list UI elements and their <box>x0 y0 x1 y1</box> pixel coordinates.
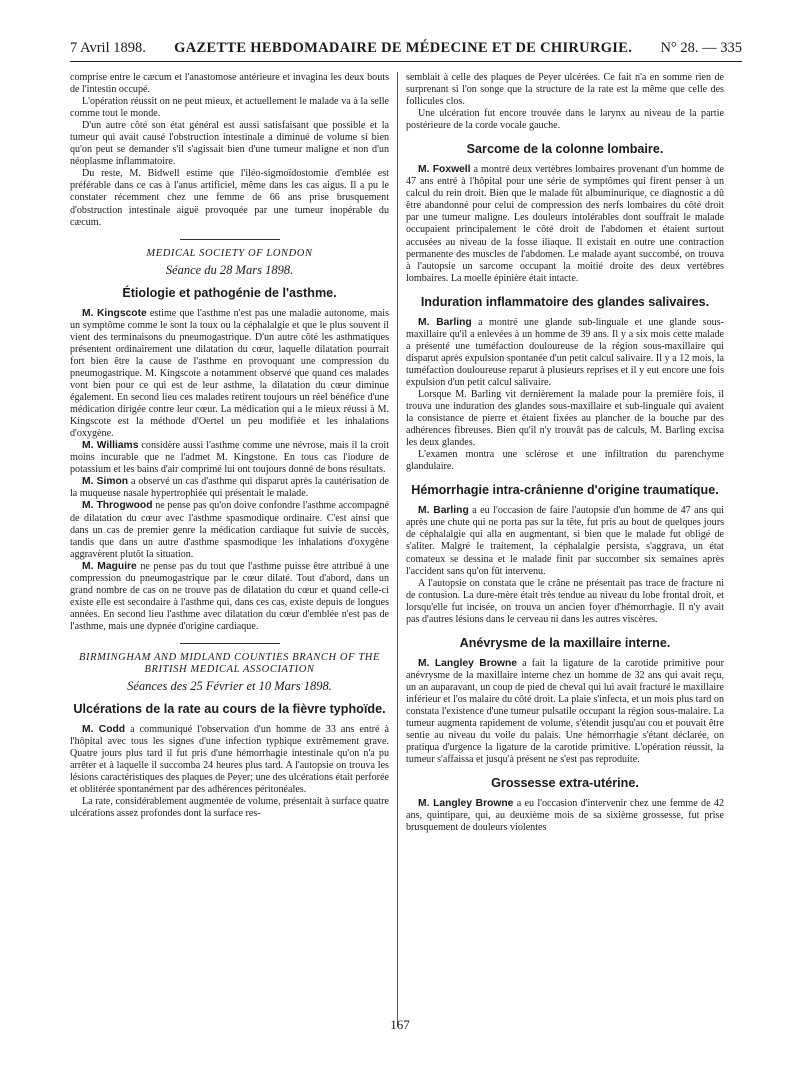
two-column-body <box>70 72 742 1027</box>
speaker-name: M. Barling <box>418 505 469 517</box>
speaker-name: M. Langley Browne <box>418 798 514 810</box>
paragraph-text: a eu l'occasion d'intervenir chez une femme de 42 ans, quintipare, qui, au deuxième mois de sa sixième grossesse, fut prise brusquement de douleurs violentes <box>406 798 724 834</box>
paragraph: comprise entre le cæcum et l'anastomose antérieure et invagina les deux bouts de l'intestin occupé. <box>70 72 389 96</box>
paragraph: L'opération réussit on ne peut mieux, et actuellement le malade va à la selle comme tout le monde. <box>70 96 389 120</box>
paragraph-kingscote <box>70 308 389 441</box>
paragraph-text: ne pense pas du tout que l'asthme puisse être attribué à une compression du pneumogastrique par le cœur dilaté. Tout d'abord, dans un grand nombre de cas on ne trouve pas de dilatation du cœur et quand celle-ci existe elle est secondaire à l'asthme qui, dans ces cas, existe depuis de longues années. En second lieu l'asthme avec dilatation du cœur d'emblée n'est pas de l'asthme, mais une dypnée d'origine cardiaque. <box>70 560 389 632</box>
paragraph-williams <box>70 440 389 476</box>
session-date: Séances des 25 Février et 10 Mars 1898. <box>127 679 332 694</box>
section-divider <box>180 239 280 240</box>
article-heading-hemorrhagie: Hémorrhagie intra-crânienne d'origine traumatique. <box>411 483 719 498</box>
paragraph: La rate, considérablement augmentée de volume, présentait à surface quatre ulcérations assez profondes dont la surface res- <box>70 796 389 820</box>
paragraph-barling <box>406 505 724 577</box>
left-column <box>70 72 397 1027</box>
paragraph-langley-browne <box>406 798 724 834</box>
speaker-name: M. Throgwood <box>82 500 153 512</box>
paragraph: D'un autre côté son état général est aussi satisfaisant que possible et la tumeur qui avait causé l'obstruction intestinale a diminué de volume si bien qu'on peut se demander s'il s'agissait bien d'une tumeur maligne et non d'un néoplasme inflammatoire. <box>70 120 389 168</box>
society-heading: BIRMINGHAM AND MIDLAND COUNTIES BRANCH OF THE BRITISH MEDICAL ASSOCIATION <box>79 651 380 676</box>
paragraph-text: a montré une glande sub-linguale et une glande sous-maxillaire qu'il a enlevées à un homme de 39 ans. Il y a six mois cette malade a présenté une tuméfaction douloureuse de la région sous-maxillaire qui disparut après expulsion spontanée d'un petit calcul salivaire. Il y a 12 mois, la tuméfaction douloureuse reparut à plusieurs reprises et il y eut encore une fois expulsion d'un petit calcul salivaire. <box>406 316 724 388</box>
speaker-name: M. Kingscote <box>82 307 147 319</box>
paragraph-text: a fait la ligature de la carotide primitive pour anévrysme de la maxillaire interne chez un homme de 32 ans qui avait reçu, un an auparavant, un coup de pied de cheval qui lui avait fracturé le maxillaire inférieur et l'os malaire du côté droit. La plaie s'infecta, et un mois plus tard on constata l'existence d'une tumeur pulsatile occupant la région sous-malaire. La tumeur augmenta rapidement de volume, s'étendit jusqu'au cou et pouvait être sentie au niveau du voile du palais. Une hémorrhagie s'étant déclarée, on pratiqua d'urgence la ligature de la carotide primitive. L'opération réussit, la tumeur s'affaissa et jusqu'à présent ne s'est pas reproduite. <box>406 657 724 766</box>
speaker-name: M. Williams <box>82 440 139 452</box>
running-head <box>70 40 742 62</box>
speaker-name: M. Simon <box>82 476 129 488</box>
paragraph-throgwood <box>70 500 389 560</box>
article-heading-sarcome: Sarcome de la colonne lombaire. <box>466 142 664 157</box>
article-heading-asthme: Étiologie et pathogénie de l'asthme. <box>122 285 337 300</box>
paragraph-codd <box>70 724 389 796</box>
issue-date: 7 Avril 1898. <box>70 40 146 56</box>
paragraph: A l'autopsie on constata que le crâne ne présentait pas trace de fracture ni de contusion. La dure-mère était très tendue au niveau du lobe frontal droit, et lorsqu'elle fut incisée, on trouva un ancien foyer d'hémorrhagie. Il n'y avait pas d'autres lésions dans le cerveau ni dans les autres viscères. <box>406 577 724 625</box>
paragraph-maguire <box>70 561 389 633</box>
page-folio: 167 <box>390 1017 410 1032</box>
paragraph-text: a communiqué l'observation d'un homme de 33 ans entré à l'hôpital avec tous les signes d'une infection typhique extrêmement grave. Quatre jours plus tard il fut pris d'une hémorrhagie intestinale qu'on n'a pu arrêter et à laquelle il succomba 24 heures plus tard. A l'autopsie on trouva les lésions caractéristiques des plaques de Peyer; une des ulcérations était perforée et oblitérée spontanément par des adhérences péritonéales. <box>70 724 389 796</box>
paragraph-simon <box>70 476 389 500</box>
paragraph-text: ne pense pas qu'on doive confondre l'asthme accompagné de dilatation du cœur avec l'asthme spasmodique ordinaire. C'est ainsi que dans un cas de premier genre la médication cardiaque fut suivie de succès, tandis que dans un autre d'asthme spasmodique les inhalations d'oxygène aggravèrent plutôt la situation. <box>70 500 390 560</box>
paragraph: Lorsque M. Barling vit dernièrement la malade pour la première fois, il trouva une induration des glandes sous-maxillaire et sub-linguale qui avaient la consistance de pierre et étaient fixées au plancher de la bouche par des adhérences fibreuses. Bien qu'il n'y trouvât pas de calculs, M. Barling excisa les deux glandes. <box>406 388 724 449</box>
journal-title: GAZETTE HEBDOMADAIRE DE MÉDECINE ET DE CHIRURGIE. <box>174 40 633 56</box>
speaker-name: M. Foxwell <box>418 164 471 176</box>
session-date: Séance du 28 Mars 1898. <box>165 262 294 277</box>
paragraph: semblait à celle des plaques de Peyer ulcérées. Ce fait n'a en somme rien de surprenant si l'on songe que la structure de la rate est la même que celle des follicules clos. <box>406 72 724 108</box>
society-heading: MEDICAL SOCIETY OF LONDON <box>146 247 313 259</box>
right-column <box>397 72 724 1027</box>
paragraph-foxwell <box>406 164 724 284</box>
paragraph: L'examen montra une sclérose et une infiltration du parenchyme glandulaire. <box>406 449 724 473</box>
paragraph: Une ulcération fut encore trouvée dans le larynx au niveau de la partie postérieure de la corde vocale gauche. <box>406 108 724 132</box>
article-heading-grossesse: Grossesse extra-utérine. <box>491 776 639 791</box>
section-divider <box>180 643 280 644</box>
paragraph-text: a eu l'occasion de faire l'autopsie d'un homme de 47 ans qui après une chute qui ne porta pas sur la tête, fut pris au bout de quelques jours de céphalalgie qui alla en augmentant, si bien que le malade fut obligé de s'aliter. Malgré le traitement, la céphalalgie persista, s'aggrava, un état comateux se dessina et le malade finit par succomber six semaines après l'accident sans qu'on fût intervenu. <box>406 505 724 577</box>
paragraph-text: a observé un cas d'asthme qui disparut après la cautérisation de la muqueuse nasale hypertrophiée qui présentait le malade. <box>70 476 389 500</box>
issue-number: N° 28. — 335 <box>660 40 742 56</box>
article-heading-induration: Induration inflammatoire des glandes salivaires. <box>420 294 710 309</box>
paragraph-text: considère aussi l'asthme comme une névrose, mais il la croit moins incurable que ne l'admet M. Kingstone. En tous cas l'iodure de potassium et les bains d'air comprimé lui ont toujours donné de bons résultats. <box>70 440 390 476</box>
paragraph-text: a montré deux vertèbres lombaires provenant d'un homme de 47 ans entré à l'hôpital pour une série de symptômes qui firent penser à un calcul du rein droit. Bien que le malade fût albuminurique, ce diagnostic a dû être abandonné pour celui de compression des nerfs lombaires du côté droit par une tumeur maligne. Les douleurs intolérables dont souffrait le malade occupaient principalement le côté droit de l'abdomen et étaient surtout accusées au niveau de la fosse iliaque. Il existait en outre une contraction permanente des muscles de l'abdomen. Le malade ayant succombé, on trouva à l'autopsie un sarcome occupant la moitié droite des deux vertèbres lombaires. La moelle épinière était intacte. <box>406 164 724 284</box>
paragraph-langley-browne <box>406 658 724 766</box>
speaker-name: M. Langley Browne <box>418 657 518 669</box>
speaker-name: M. Codd <box>82 724 126 736</box>
article-heading-rate: Ulcérations de la rate au cours de la fièvre typhoïde. <box>73 702 386 717</box>
speaker-name: M. Barling <box>418 316 472 328</box>
speaker-name: M. Maguire <box>82 560 137 572</box>
paragraph-barling <box>406 317 724 389</box>
paragraph-text: estime que l'asthme n'est pas une maladie autonome, mais un symptôme comme le sont la toux ou la céphalalgie et que le plus souvent il vient des terminaisons du pneumogastrique. D'un autre côté les asthmatiques présentent ordinairement une dilatation du cœur, laquelle dilatation pourrait fort bien être la cause de l'asthme en provoquant une compression du pneumogastrique. M. Kingscote a notamment observé que quand ces malades vont bien pour ce qui est de leur asthme, la dilatation du cœur diminue également. En second lieu ces malades retirent toujours un réel bénéfice d'une médication dirigée contre leur cœur. La médication qui a le mieux réussi à M. Kingscote est la méthode d'Oertel un peu modifiée et les inhalations d'oxygène. <box>70 307 390 440</box>
paragraph: Du reste, M. Bidwell estime que l'iléo-sigmoïdostomie d'emblée est préférable dans ce cas à l'anus artificiel, même dans les cas aigus. Il a pu le constater récemment chez une femme de 66 ans prise brusquement d'obstruction intestinale aiguë provoquée par une tumeur inopérable du cæcum. <box>70 168 389 228</box>
article-heading-anevrysme: Anévrysme de la maxillaire interne. <box>459 635 671 650</box>
